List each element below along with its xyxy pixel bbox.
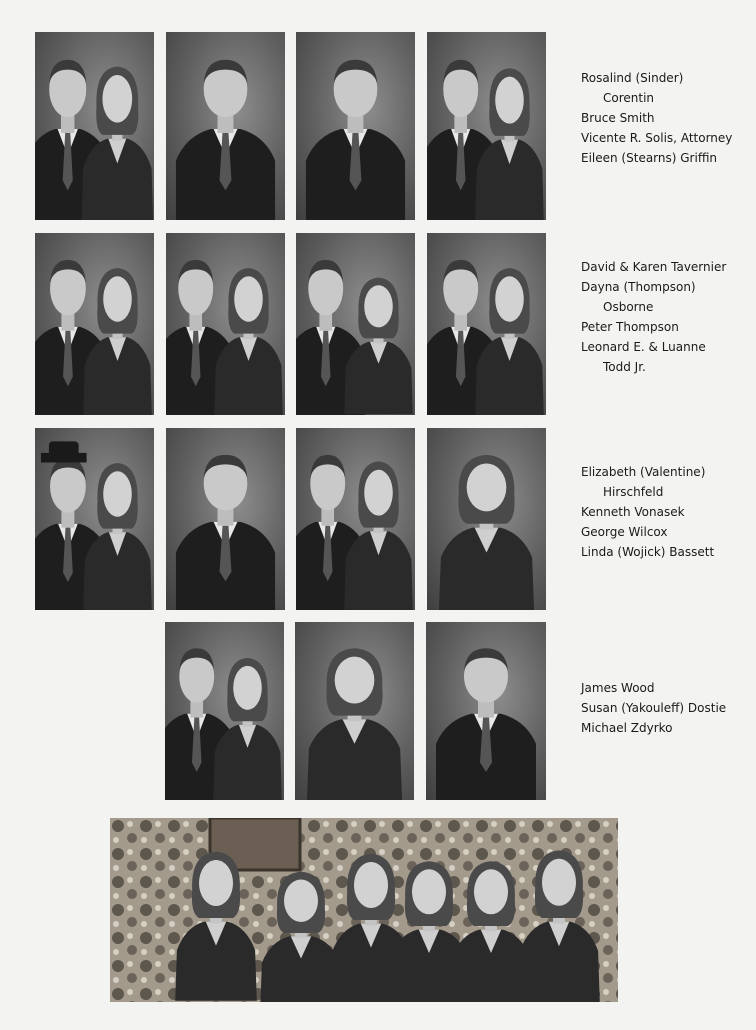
name-entry [581, 68, 751, 108]
portrait-photo [296, 233, 415, 415]
portrait-photo [166, 428, 285, 610]
portrait-photo [427, 32, 546, 220]
name-entry [581, 128, 751, 148]
name-text: Elizabeth (Valentine) [581, 465, 706, 479]
name-entry [581, 462, 751, 502]
name-text-continued: Osborne [603, 300, 654, 314]
name-text-continued: Hirschfeld [603, 485, 664, 499]
name-text: Dayna (Thompson) [581, 280, 696, 294]
name-entry [581, 698, 751, 718]
name-entry [581, 277, 751, 317]
portrait-photo [427, 233, 546, 415]
portrait-photo [166, 233, 285, 415]
name-entry [581, 257, 751, 277]
name-entry [581, 502, 751, 522]
name-entry [581, 522, 751, 542]
name-text: Bruce Smith [581, 111, 655, 125]
name-text: Michael Zdyrko [581, 721, 673, 735]
portrait-photo [165, 622, 284, 800]
name-text-continued: Corentin [603, 91, 655, 105]
name-entry [581, 148, 751, 168]
name-text: Eileen (Stearns) Griffin [581, 151, 718, 165]
name-entry [581, 542, 751, 562]
name-text: George Wilcox [581, 525, 668, 539]
name-text: Linda (Wojick) Bassett [581, 545, 715, 559]
name-text: Rosalind (Sinder) [581, 71, 684, 85]
names-column-row-1 [581, 68, 751, 168]
name-entry [581, 718, 751, 738]
portrait-photo [35, 233, 154, 415]
name-text: James Wood [581, 681, 655, 695]
names-column-row-3 [581, 462, 751, 562]
name-entry [581, 317, 751, 337]
portrait-photo [296, 428, 415, 610]
name-text: Susan (Yakouleff) Dostie [581, 701, 727, 715]
name-entry [581, 337, 751, 377]
names-column-row-4 [581, 678, 751, 738]
portrait-photo [426, 622, 546, 800]
portrait-photo [295, 622, 414, 800]
name-text: Leonard E. & Luanne [581, 340, 706, 354]
names-column-row-2 [581, 257, 751, 377]
name-text-continued: Todd Jr. [603, 360, 646, 374]
portrait-photo [296, 32, 415, 220]
name-text: Kenneth Vonasek [581, 505, 685, 519]
group-photo [110, 818, 618, 1002]
name-entry [581, 678, 751, 698]
portrait-photo [35, 428, 154, 610]
name-entry [581, 108, 751, 128]
name-text: David & Karen Tavernier [581, 260, 727, 274]
name-text: Peter Thompson [581, 320, 679, 334]
portrait-photo [427, 428, 546, 610]
name-text: Vicente R. Solis, Attorney [581, 131, 733, 145]
portrait-photo [166, 32, 285, 220]
portrait-photo [35, 32, 154, 220]
